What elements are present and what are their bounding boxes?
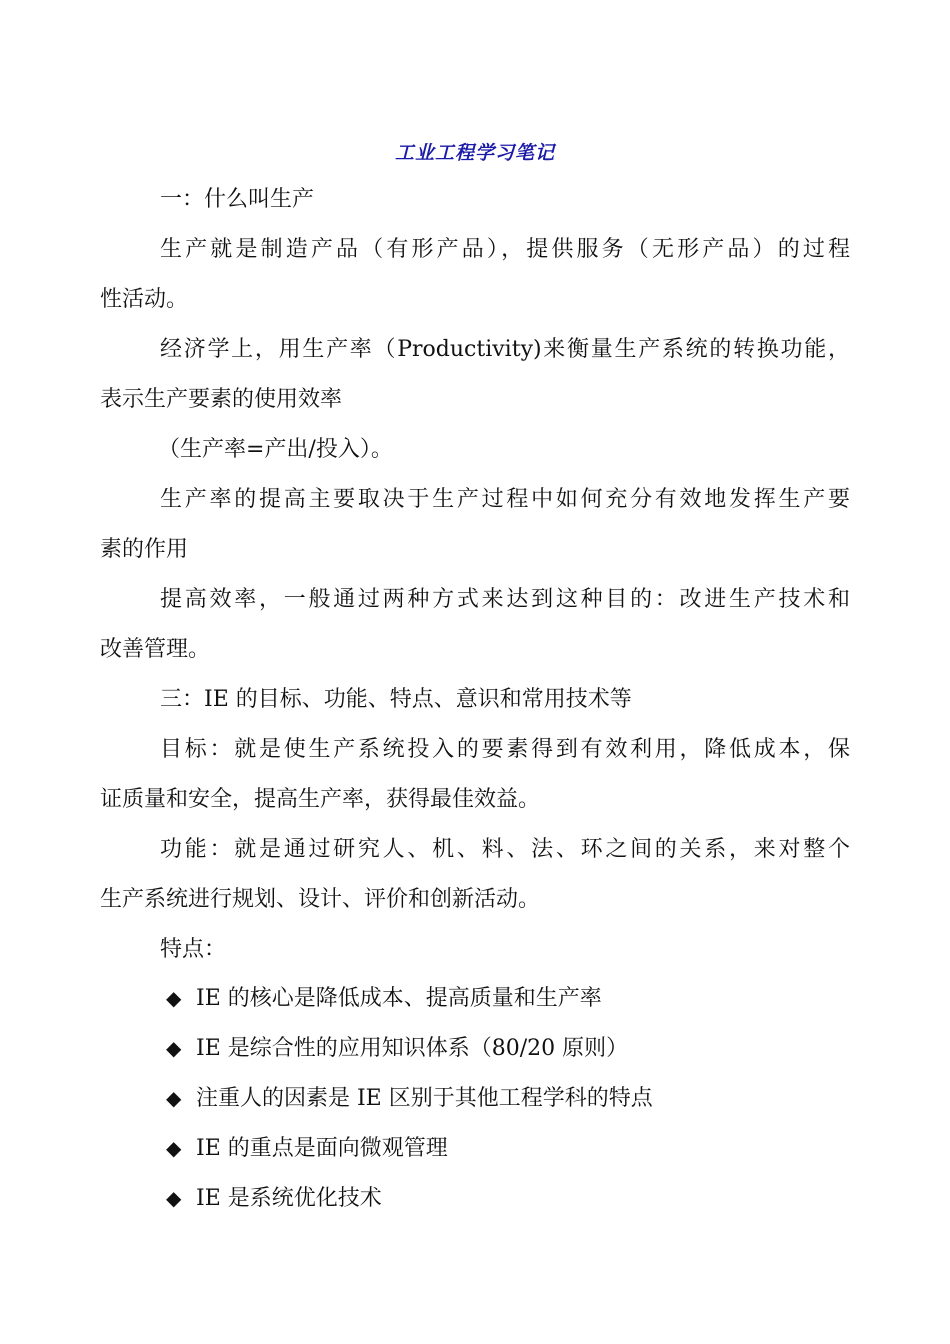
heading-what-is-production: 一：什么叫生产 [160,187,315,212]
paragraph-line: 表示生产要素的使用效率 [100,387,343,412]
list-item [166,983,602,1014]
document-title: 工业工程学习笔记 [394,142,555,164]
paragraph-line: 经济学上，用生产率（Productivity)来衡量生产系统的转换功能， [160,337,850,362]
diamond-bullet-icon: ◆ [166,1086,182,1110]
list-item-text: IE 是综合性的应用知识体系（80/20 原则） [196,1036,629,1061]
paragraph-line: 改善管理。 [100,637,211,662]
diamond-bullet-icon: ◆ [166,1186,182,1210]
paragraph-line: 目标：就是使生产系统投入的要素得到有效利用，降低成本，保 [160,737,850,762]
list-item [166,1033,628,1064]
list-item-text: IE 是系统优化技术 [196,1186,382,1211]
heading-ie-goals: 三：IE 的目标、功能、特点、意识和常用技术等 [160,687,632,712]
paragraph-line: 生产率的提高主要取决于生产过程中如何充分有效地发挥生产要 [160,487,850,512]
list-item [166,1183,382,1214]
diamond-bullet-icon: ◆ [166,1036,182,1060]
list-item [166,1133,448,1164]
list-item-text: IE 的重点是面向微观管理 [196,1136,448,1161]
list-item-text: 注重人的因素是 IE 区别于其他工程学科的特点 [196,1086,653,1111]
features-heading: 特点： [160,937,227,962]
paragraph-line: 性活动。 [100,287,189,312]
formula-line: （生产率=产出/投入）。 [158,437,393,462]
paragraph-line: 生产就是制造产品（有形产品），提供服务（无形产品）的过程 [160,237,850,262]
paragraph-line: 素的作用 [100,537,189,562]
diamond-bullet-icon: ◆ [166,1136,182,1160]
list-item [166,1083,653,1114]
paragraph-line: 证质量和安全，提高生产率，获得最佳效益。 [100,787,541,812]
paragraph-line: 生产系统进行规划、设计、评价和创新活动。 [100,887,541,912]
paragraph-line: 功能：就是通过研究人、机、料、法、环之间的关系，来对整个 [160,837,850,862]
paragraph-line: 提高效率，一般通过两种方式来达到这种目的：改进生产技术和 [160,587,850,612]
list-item-text: IE 的核心是降低成本、提高质量和生产率 [196,986,602,1011]
diamond-bullet-icon: ◆ [166,986,182,1010]
